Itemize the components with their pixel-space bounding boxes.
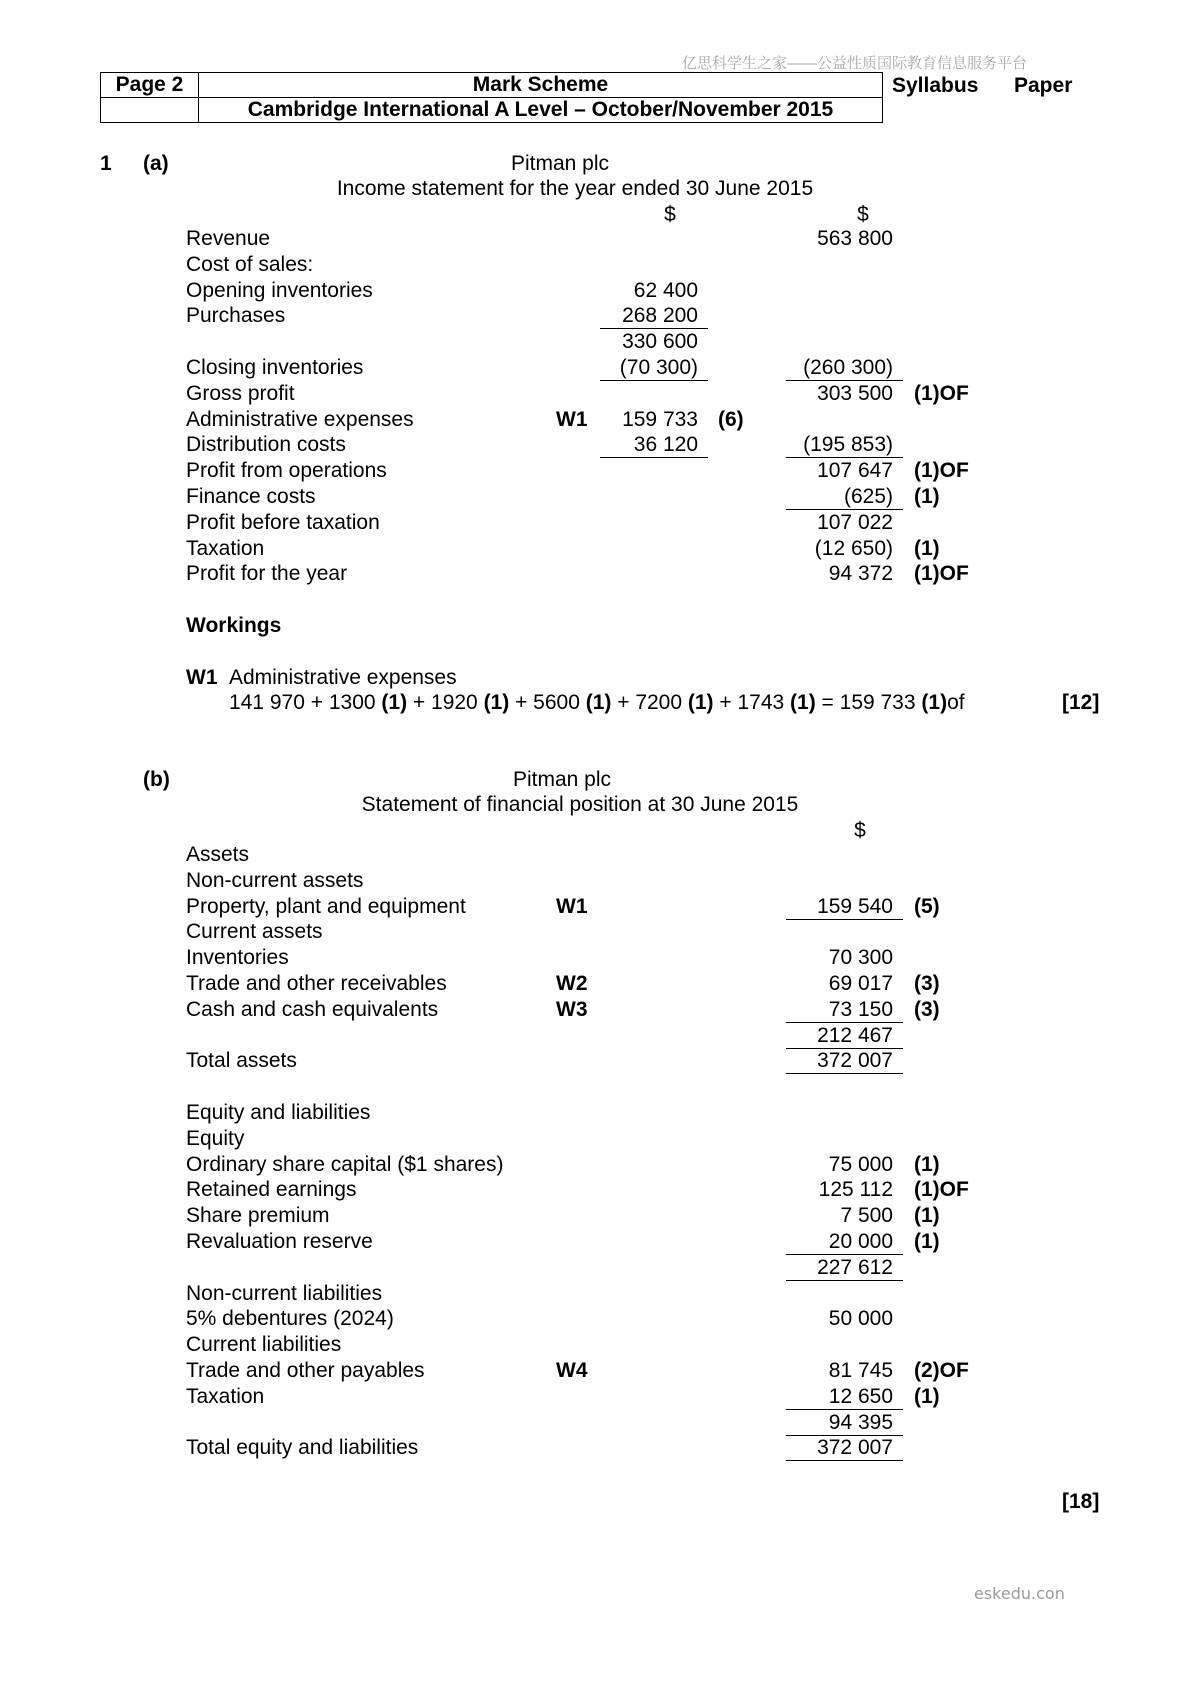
w1-calculation — [229, 691, 965, 715]
mark-award: (1) — [687, 691, 714, 714]
row-value: 50 000 — [828, 1307, 893, 1330]
row-value-col1: 36 120 — [600, 433, 708, 458]
row-label: Cash and cash equivalents — [186, 998, 439, 1021]
calc-text: 141 970 + 1300 — [229, 691, 382, 714]
row-label: Purchases — [186, 304, 286, 327]
row-label: Total equity and liabilities — [186, 1436, 419, 1459]
row-label: Cost of sales: — [186, 253, 314, 276]
row-value-col2: 107 647 — [817, 459, 893, 482]
row-value: 125 112 — [818, 1178, 893, 1201]
col1-currency: $ — [664, 203, 676, 226]
w1-title: Administrative expenses — [229, 666, 457, 689]
watermark: 亿思科学生之家——公益性质国际教育信息服务平台 — [682, 55, 1028, 72]
row-value-col2: 107 022 — [817, 511, 893, 534]
calc-text: + 1743 — [713, 691, 791, 714]
header-blank-cell — [101, 98, 199, 123]
row-mark: (1) — [914, 1230, 940, 1253]
calc-text: + 7200 — [611, 691, 688, 714]
row-mark: (3) — [914, 972, 940, 995]
mark-award: (1) — [381, 691, 408, 714]
row-value: 227 612 — [786, 1256, 903, 1281]
row-mark: (1) — [914, 1385, 940, 1408]
exam-subtitle: Cambridge International A Level – October/November 2015 — [199, 98, 883, 123]
row-label: Assets — [186, 843, 250, 866]
row-label: Retained earnings — [186, 1178, 357, 1201]
row-label: Revaluation reserve — [186, 1230, 373, 1253]
row-value-col1: 268 200 — [600, 304, 708, 329]
row-value-col1: (70 300) — [600, 356, 708, 381]
question-number: 1 — [100, 152, 112, 175]
sofp-company: Pitman plc — [512, 768, 612, 791]
row-label: Ordinary share capital ($1 shares) — [186, 1153, 504, 1176]
row-value: 94 395 — [786, 1411, 903, 1436]
row-mark: (3) — [914, 998, 940, 1021]
col2-currency: $ — [857, 203, 869, 226]
sofp-title: Statement of financial position at 30 June 2015 — [361, 793, 799, 816]
part-a-total-marks: [12] — [1062, 691, 1100, 714]
row-value: 7 500 — [840, 1204, 893, 1227]
row-ref: W2 — [556, 972, 588, 995]
row-ref: W3 — [556, 998, 588, 1021]
row-value-col2: 94 372 — [828, 562, 893, 585]
row-note: (6) — [718, 408, 744, 431]
header-table — [100, 72, 883, 123]
row-label: Closing inventories — [186, 356, 364, 379]
row-label: Opening inventories — [186, 279, 373, 302]
row-value: 212 467 — [786, 1024, 903, 1049]
row-label: 5% debentures (2024) — [186, 1307, 394, 1330]
row-value-col2: 563 800 — [817, 227, 893, 250]
row-label: Current assets — [186, 920, 323, 943]
row-label: Current liabilities — [186, 1333, 342, 1356]
row-label: Distribution costs — [186, 433, 346, 456]
part-b-label: (b) — [143, 768, 170, 791]
row-value-col1: 159 733 — [622, 408, 698, 431]
row-mark: (1) — [914, 485, 940, 508]
row-value-col2: (12 650) — [814, 537, 893, 560]
row-value: 159 540 — [786, 895, 903, 920]
row-mark: (1)OF — [914, 459, 969, 482]
w1-label: W1 — [186, 666, 218, 689]
row-ref: W4 — [556, 1359, 588, 1382]
footer-source: eskedu.con — [974, 1584, 1065, 1603]
row-mark: (5) — [914, 895, 940, 918]
row-value: 81 745 — [828, 1359, 893, 1382]
row-mark: (1) — [914, 1153, 940, 1176]
row-label: Share premium — [186, 1204, 330, 1227]
row-label: Non-current liabilities — [186, 1282, 383, 1305]
calc-text: + 5600 — [509, 691, 586, 714]
page-number: Page 2 — [101, 73, 199, 98]
row-label: Trade and other payables — [186, 1359, 425, 1382]
row-label: Inventories — [186, 946, 289, 969]
row-label: Profit before taxation — [186, 511, 380, 534]
workings-title: Workings — [186, 614, 282, 637]
sofp-currency: $ — [854, 819, 866, 842]
row-mark: (1) — [914, 1204, 940, 1227]
calc-text: + 1920 — [407, 691, 484, 714]
row-label: Finance costs — [186, 485, 316, 508]
mark-award: (1) — [585, 691, 612, 714]
row-mark: (1)OF — [914, 562, 969, 585]
row-label: Non-current assets — [186, 869, 364, 892]
row-value: 12 650 — [786, 1385, 903, 1410]
row-ref: W1 — [556, 408, 588, 431]
row-label: Taxation — [186, 1385, 265, 1408]
income-statement-company: Pitman plc — [510, 152, 610, 175]
row-mark: (1) — [914, 537, 940, 560]
part-a-label: (a) — [143, 152, 169, 175]
calc-text: = 159 733 — [815, 691, 922, 714]
calc-text: of — [947, 691, 965, 714]
row-value-col1: 330 600 — [622, 330, 698, 353]
row-mark: (2)OF — [914, 1359, 969, 1382]
row-label: Total assets — [186, 1049, 297, 1072]
row-label: Profit for the year — [186, 562, 348, 585]
row-mark: (1)OF — [914, 382, 969, 405]
row-value-col1: 62 400 — [633, 279, 698, 302]
mark-scheme-title: Mark Scheme — [199, 73, 883, 98]
row-value: 75 000 — [828, 1153, 893, 1176]
row-label: Trade and other receivables — [186, 972, 447, 995]
row-label: Profit from operations — [186, 459, 387, 482]
row-label: Property, plant and equipment — [186, 895, 466, 918]
row-value-col2: 303 500 — [817, 382, 893, 405]
row-value: 70 300 — [828, 946, 893, 969]
row-value: 372 007 — [786, 1049, 903, 1074]
row-label: Gross profit — [186, 382, 295, 405]
income-statement-title: Income statement for the year ended 30 June 2015 — [336, 177, 814, 200]
mark-award: (1) — [483, 691, 510, 714]
paper-label: Paper — [1014, 74, 1073, 97]
part-b-total-marks: [18] — [1062, 1490, 1100, 1513]
mark-award: (1) — [921, 691, 948, 714]
row-value: 372 007 — [786, 1436, 903, 1461]
row-ref: W1 — [556, 895, 588, 918]
row-value-col2: (195 853) — [786, 433, 903, 458]
row-label: Equity and liabilities — [186, 1101, 371, 1124]
row-value-col2: (260 300) — [786, 356, 903, 381]
syllabus-label: Syllabus — [892, 74, 979, 97]
row-value: 20 000 — [786, 1230, 903, 1255]
row-value: 73 150 — [786, 998, 903, 1023]
row-label: Administrative expenses — [186, 408, 414, 431]
row-value: 69 017 — [828, 972, 893, 995]
row-mark: (1)OF — [914, 1178, 969, 1201]
row-label: Equity — [186, 1127, 245, 1150]
row-label: Revenue — [186, 227, 271, 250]
row-label: Taxation — [186, 537, 265, 560]
row-value-col2: (625) — [786, 485, 903, 510]
mark-award: (1) — [790, 691, 816, 714]
